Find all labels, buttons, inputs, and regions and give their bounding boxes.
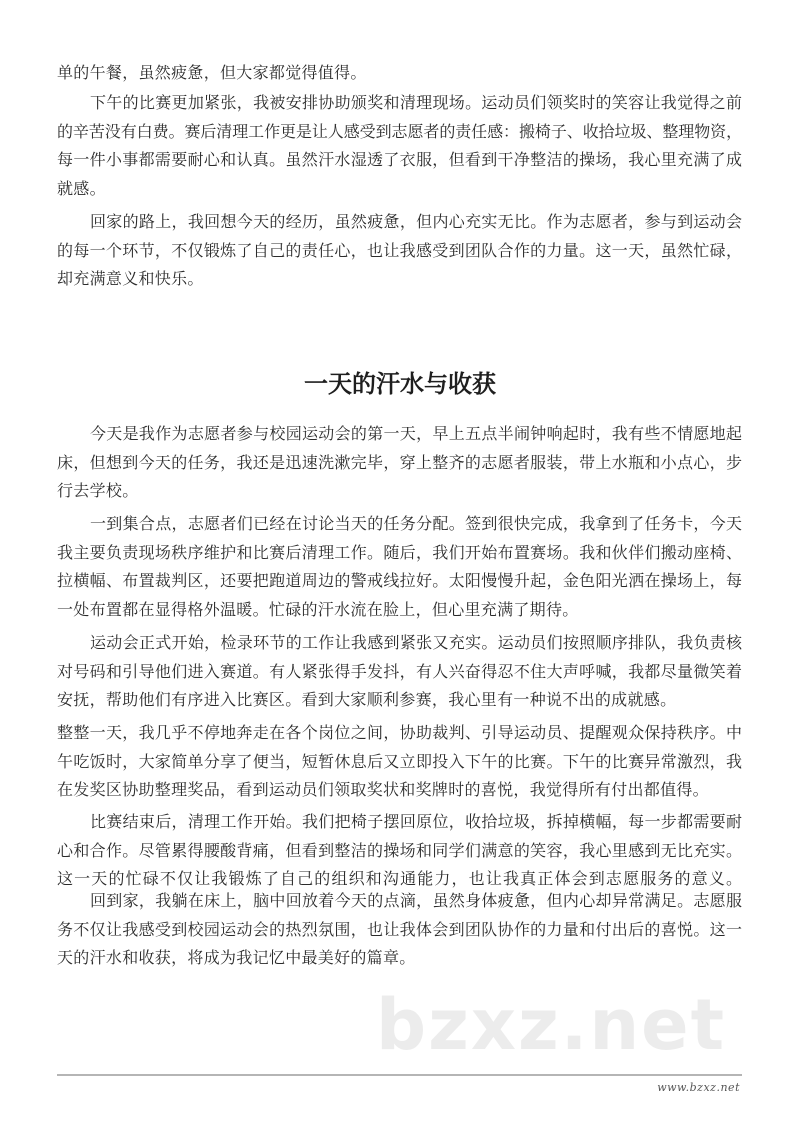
paragraph-line: 回到家，我躺在床上，脑中回放着今天的点滴，虽然身体疲惫，但内心却异常满足。志愿服 [90, 891, 742, 910]
paragraph-setup [57, 510, 742, 624]
paragraph-line: 回家的路上，我回想今天的经历，虽然疲惫，但内心充实无比。作为志愿者，参与到运动会 [90, 212, 742, 231]
paragraph-line: 单的午餐，虽然疲惫，但大家都觉得值得。 [57, 63, 367, 82]
paragraph-line: 床，但想到今天的任务，我还是迅速洗漱完毕，穿上整齐的志愿者服装，带上水瓶和小点心，步 [57, 452, 742, 472]
paragraph-all-day [57, 719, 742, 805]
paragraph-line: 整整一天，我几乎不停地奔走在各个岗位之间，协助裁判、引导运动员、提醒观众保持秩序。中 [57, 723, 742, 742]
paragraph-cleanup [57, 808, 742, 894]
paragraph-line: 每一件小事都需要耐心和认真。虽然汗水湿透了衣服，但看到干净整洁的操场，我心里充满了成 [57, 150, 742, 170]
paragraph-line: 行去学校。 [57, 481, 139, 501]
footer-site-url: www.bzxz.net [657, 1081, 740, 1094]
watermark-logo: bzxz.net [376, 984, 727, 1066]
paragraph-line: 午吃饭时，大家简单分享了便当，短暂休息后又立即投入下午的比赛。下午的比赛异常激烈，我 [57, 751, 742, 771]
paragraph-checkin [57, 629, 742, 715]
paragraph-line: 务不仅让我感受到校园运动会的热烈氛围，也让我体会到团队协作的力量和付出后的喜悦。这一 [57, 919, 742, 939]
paragraph-line: 心和合作。尽管累得腰酸背痛，但看到整洁的操场和同学们满意的笑容，我心里感到无比充实。 [57, 840, 742, 860]
footer-divider [57, 1074, 742, 1076]
paragraph-line: 下午的比赛更加紧张，我被安排协助颁奖和清理现场。运动员们领奖时的笑容让我觉得之前 [90, 93, 742, 112]
article-title: 一天的汗水与收获 [304, 370, 496, 398]
paragraph-line: 对号码和引导他们进入赛道。有人紧张得手发抖，有人兴奋得忍不住大声呼喊，我都尽量微笑着 [57, 661, 742, 681]
paragraph-line: 一处布置都在显得格外温暖。忙碌的汗水流在脸上，但心里充满了期待。 [57, 599, 579, 619]
paragraph-afternoon-awards [57, 89, 742, 203]
paragraph-line: 的每一个环节，不仅锻炼了自己的责任心，也让我感受到团队合作的力量。这一天，虽然忙碌， [57, 240, 742, 260]
paragraph-line: 却充满意义和快乐。 [57, 269, 204, 289]
paragraph-line: 天的汗水和收获，将成为我记忆中最美好的篇章。 [57, 948, 416, 968]
paragraph-line: 一到集合点，志愿者们已经在讨论当天的任务分配。签到很快完成，我拿到了任务卡，今天 [90, 514, 742, 533]
paragraph-line: 安抚，帮助他们有序进入比赛区。看到大家顺利参赛，我心里有一种说不出的成就感。 [57, 690, 677, 710]
paragraph-line: 我主要负责现场秩序维护和比赛后清理工作。随后，我们开始布置赛场。我和伙伴们搬动座椅、 [57, 542, 742, 562]
paragraph-way-home [57, 208, 742, 294]
paragraph-continued-lunch [57, 59, 742, 88]
paragraph-line: 在发奖区协助整理奖品，看到运动员们领取奖状和奖牌时的喜悦，我觉得所有付出都值得。 [57, 780, 709, 800]
paragraph-line: 运动会正式开始，检录环节的工作让我感到紧张又充实。运动员们按照顺序排队，我负责核 [90, 633, 742, 652]
paragraph-line: 这一天的忙碌不仅让我锻炼了自己的组织和沟通能力，也让我真正体会到志愿服务的意义。 [57, 869, 742, 889]
paragraph-home-reflection [57, 887, 742, 973]
paragraph-line: 的辛苦没有白费。赛后清理工作更是让人感受到志愿者的责任感：搬椅子、收拾垃圾、整理物资， [57, 121, 742, 141]
paragraph-line: 今天是我作为志愿者参与校园运动会的第一天，早上五点半闹钟响起时，我有些不情愿地起 [90, 424, 742, 443]
paragraph-line: 比赛结束后，清理工作开始。我们把椅子摆回原位，收拾垃圾，拆掉横幅，每一步都需要耐 [90, 812, 742, 831]
paragraph-line: 拉横幅、布置裁判区，还要把跑道周边的警戒线拉好。太阳慢慢升起，金色阳光洒在操场上，每 [57, 571, 742, 591]
paragraph-line: 就感。 [57, 178, 106, 198]
paragraph-morning [57, 420, 742, 506]
